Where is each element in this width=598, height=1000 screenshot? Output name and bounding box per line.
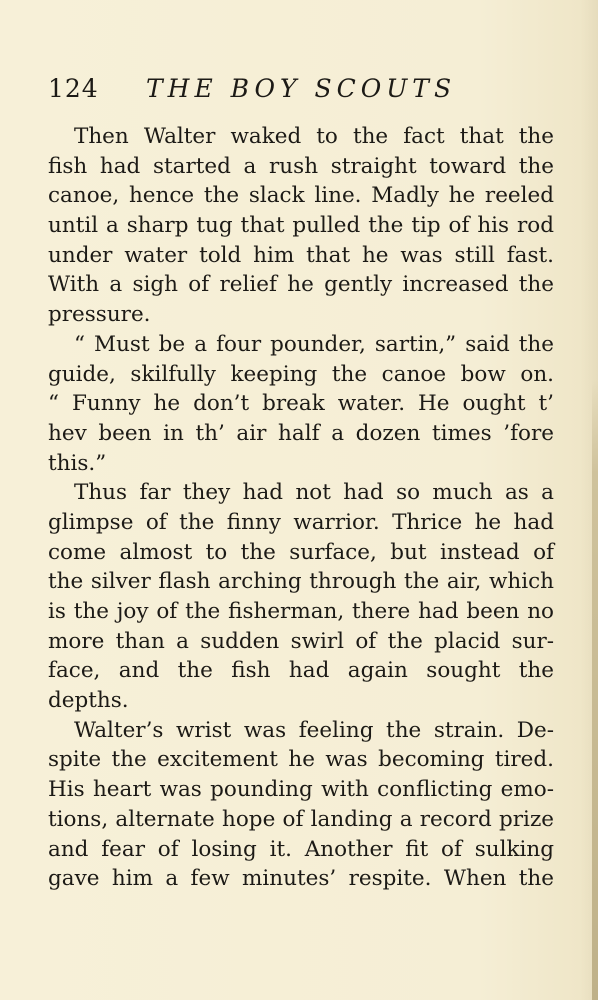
- text-line: “ Must be a four pounder, sartin,” said the: [74, 331, 554, 357]
- text-line: this.”: [48, 450, 107, 476]
- page-header: [48, 74, 568, 110]
- text-line: is the joy of the fisherman, there had been no: [48, 599, 554, 624]
- page-edge: [592, 380, 598, 1000]
- running-title: THE BOY SCOUTS: [146, 74, 457, 103]
- text-line: His heart was pounding with conflicting emo-: [48, 777, 554, 803]
- text-line: spite the excitement he was becoming tired.: [48, 747, 554, 773]
- text-line: under water told him that he was still fast.: [48, 242, 554, 268]
- text-line: canoe, hence the slack line. Madly he reeled: [48, 183, 554, 209]
- text-line: fish had started a rush straight toward the: [48, 153, 554, 179]
- text-line: until a sharp tug that pulled the tip of his rod: [48, 213, 554, 239]
- text-line: the silver flash arching through the air, which: [48, 569, 554, 595]
- text-line: Then Walter waked to the fact that the: [74, 124, 554, 149]
- text-line: “ Funny he don’t break water. He ought t’: [48, 391, 554, 417]
- text-line: and fear of losing it. Another fit of sulking: [48, 836, 554, 862]
- text-line: face, and the fish had again sought the: [48, 658, 554, 684]
- text-line: pressure.: [48, 302, 151, 328]
- text-line: gave him a few minutes’ respite. When the: [48, 866, 554, 892]
- text-line: more than a sudden swirl of the placid sur-: [48, 628, 554, 654]
- page-number: 124: [48, 74, 99, 103]
- text-line: depths.: [48, 688, 129, 714]
- text-line: guide, skilfully keeping the canoe bow on.: [48, 361, 554, 387]
- text-line: Walter’s wrist was feeling the strain. De-: [74, 717, 554, 743]
- text-line: With a sigh of relief he gently increased the: [48, 272, 554, 298]
- text-line: tions, alternate hope of landing a record prize: [48, 806, 554, 832]
- text-line: come almost to the surface, but instead of: [48, 539, 554, 565]
- text-line: Thus far they had not had so much as a: [74, 480, 554, 506]
- text-line: hev been in th’ air half a dozen times ’fore: [48, 420, 554, 446]
- text-line: glimpse of the finny warrior. Thrice he had: [48, 509, 554, 535]
- body-text: [48, 122, 554, 894]
